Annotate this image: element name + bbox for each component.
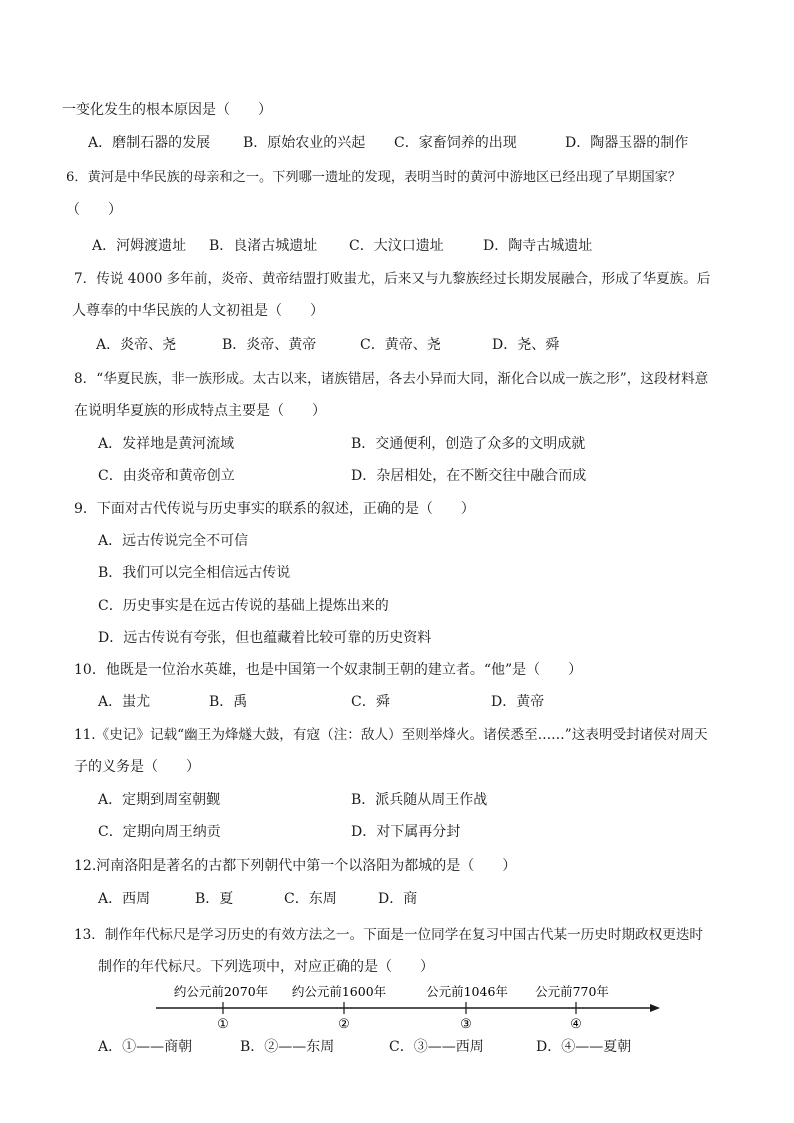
q13-option-b[interactable]: B．②——东周: [240, 1039, 335, 1055]
q7-option-d[interactable]: D．尧、舜: [492, 337, 560, 353]
q10-option-d[interactable]: D．黄帝: [491, 694, 545, 710]
timeline-label: 公元前770年: [535, 984, 609, 999]
q8-option-a[interactable]: A．发祥地是黄河流域: [98, 436, 235, 452]
q11-option-a[interactable]: A．定期到周室朝觐: [98, 792, 221, 808]
q5-stem: 一变化发生的根本原因是（ ）: [62, 102, 272, 118]
q6-option-a[interactable]: A．河姆渡遗址: [92, 238, 187, 254]
q10-option-c[interactable]: C．舜: [351, 694, 390, 710]
q11-stem-line2: 子的义务是（ ）: [74, 759, 200, 775]
timeline-marker: ③: [460, 1017, 472, 1032]
q7-stem-line2: 人尊奉的中华民族的人文初祖是（ ）: [72, 303, 324, 319]
q8-option-d[interactable]: D．杂居相处，在不断交往中融合而成: [351, 468, 587, 484]
q8-stem-line2: 在说明华夏族的形成特点主要是（ ）: [74, 403, 326, 419]
q7-option-b[interactable]: B．炎帝、黄帝: [222, 337, 317, 353]
q5-option-c[interactable]: C．家畜饲养的出现: [394, 135, 517, 151]
q13-stem-line2: 制作的年代标尺。下列选项中，对应正确的是（ ）: [98, 959, 434, 975]
q6-stem-line2: （ ）: [66, 202, 122, 218]
q9-stem: 9．下面对古代传说与历史事实的联系的叙述，正确的是（ ）: [74, 501, 475, 517]
q12-option-d[interactable]: D．商: [378, 891, 418, 907]
q8-stem-line1: 8．“华夏民族，非一族形成。太古以来，诸族错居，各去小异而大同，渐化合以成一族之形”，这段材料意: [74, 371, 709, 387]
q5-option-a[interactable]: A．磨制石器的发展: [88, 135, 211, 151]
q7-option-c[interactable]: C．黄帝、尧: [360, 337, 441, 353]
timeline-arrow-icon: [650, 1004, 660, 1012]
q5-option-b[interactable]: B．原始农业的兴起: [243, 135, 366, 151]
q9-option-a[interactable]: A．远古传说完全不可信: [98, 533, 249, 549]
q8-option-b[interactable]: B．交通便利，创造了众多的文明成就: [351, 436, 586, 452]
q11-option-d[interactable]: D．对下属再分封: [351, 824, 461, 840]
timeline-label: 公元前1046年: [426, 984, 508, 999]
q9-option-b[interactable]: B．我们可以完全相信远古传说: [98, 565, 291, 581]
q11-option-c[interactable]: C．定期向周王纳贡: [98, 824, 221, 840]
timeline-marker: ①: [217, 1017, 229, 1032]
q10-option-a[interactable]: A．蚩尤: [98, 694, 151, 710]
q7-option-a[interactable]: A．炎帝、尧: [96, 337, 177, 353]
q13-stem-line1: 13．制作年代标尺是学习历史的有效方法之一。下面是一位同学在复习中国古代某一历史时期政权更迭时: [74, 927, 704, 943]
timeline-marker: ④: [570, 1017, 582, 1032]
q11-stem-line1: 11.《史记》记载“幽王为烽燧大鼓，有寇（注：敌人）至则举烽火。诸侯悉至……”这表明受封诸侯对周天: [74, 727, 708, 743]
q10-option-b[interactable]: B．禹: [209, 694, 248, 710]
q12-option-b[interactable]: B．夏: [195, 891, 234, 907]
q6-option-b[interactable]: B．良渚古城遗址: [209, 238, 318, 254]
q13-option-a[interactable]: A．①——商朝: [98, 1039, 193, 1055]
q13-option-c[interactable]: C．③——西周: [389, 1039, 484, 1055]
timeline-diagram: [0, 980, 794, 1040]
timeline-label: 约公元前2070年: [173, 984, 269, 999]
q8-option-c[interactable]: C．由炎帝和黄帝创立: [98, 468, 235, 484]
q12-stem: 12.河南洛阳是著名的古都下列朝代中第一个以洛阳为都城的是（ ）: [74, 858, 517, 874]
timeline-marker: ②: [338, 1017, 350, 1032]
q10-stem: 10．他既是一位治水英雄，也是中国第一个奴隶制王朝的建立者。“他”是（ ）: [74, 662, 583, 678]
q6-stem-line1: 6．黄河是中华民族的母亲和之一。下列哪一遗址的发现，表明当时的黄河中游地区已经出现了早期国家？: [66, 170, 682, 185]
q9-option-c[interactable]: C．历史事实是在远古传说的基础上提炼出来的: [98, 598, 389, 614]
timeline-label: 约公元前1600年: [291, 984, 387, 999]
q5-option-d[interactable]: D．陶器玉器的制作: [565, 135, 689, 151]
q6-option-c[interactable]: C．大汶口遗址: [349, 238, 444, 254]
q12-option-a[interactable]: A．西周: [98, 891, 151, 907]
q7-stem-line1: 7．传说 4000 多年前，炎帝、黄帝结盟打败蚩尤，后来又与九黎族经过长期发展融合，形成了华夏族。后: [74, 271, 711, 287]
q6-option-d[interactable]: D．陶寺古城遗址: [483, 238, 593, 254]
q12-option-c[interactable]: C．东周: [284, 891, 337, 907]
q9-option-d[interactable]: D．远古传说有夸张，但也蕴藏着比较可靠的历史资料: [98, 630, 432, 646]
q13-option-d[interactable]: D．④——夏朝: [536, 1039, 632, 1055]
q11-option-b[interactable]: B．派兵随从周王作战: [351, 792, 488, 808]
